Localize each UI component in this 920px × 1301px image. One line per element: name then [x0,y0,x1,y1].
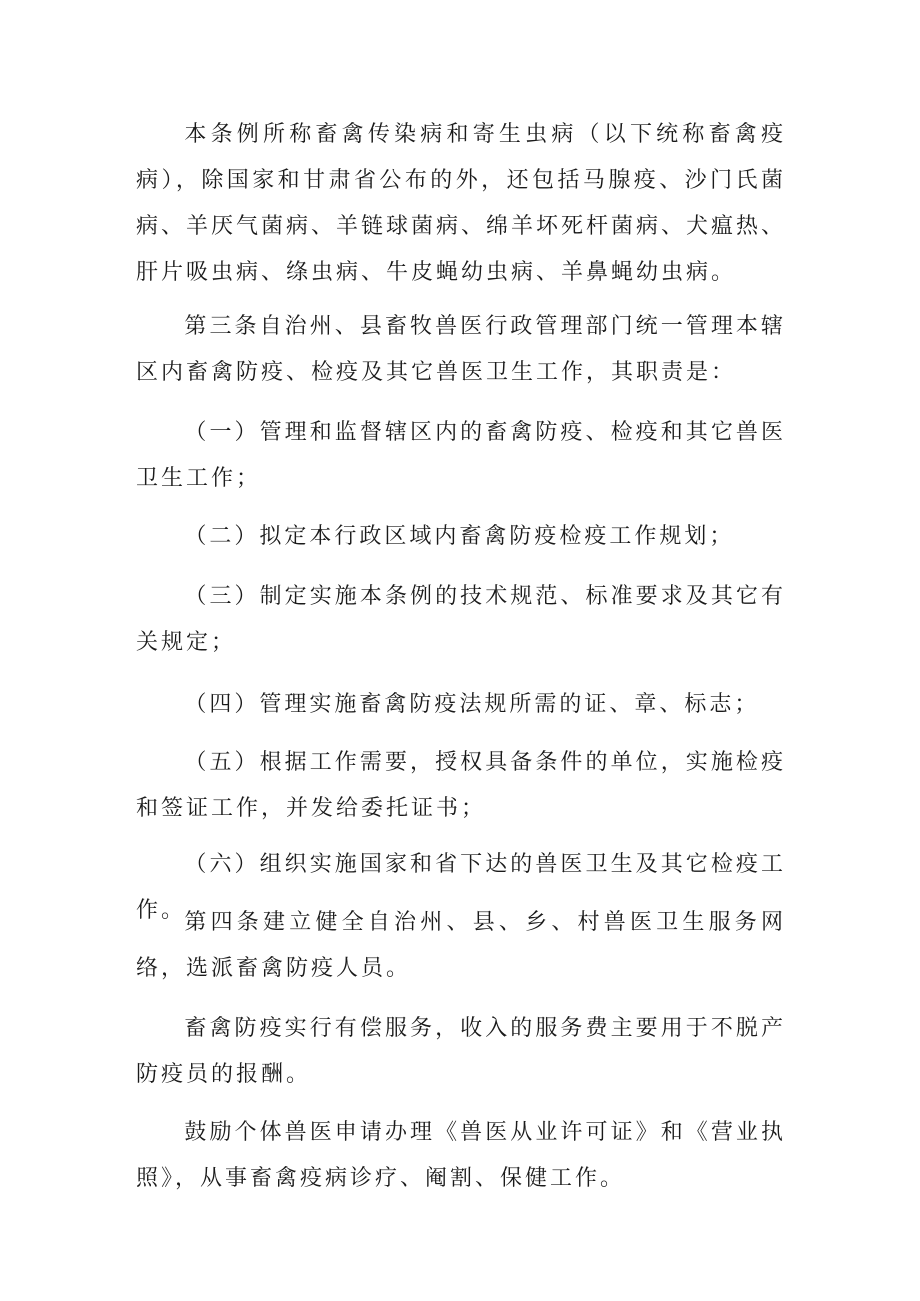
paragraph-duty-1: （一）管理和监督辖区内的畜禽防疫、检疫和其它兽医卫生工作； [136,420,786,491]
paragraph-duty-4: （四）管理实施畜禽防疫法规所需的证、章、标志； [184,692,760,717]
paragraph-article-4: 第四条建立健全自治州、县、乡、村兽医卫生服务网络，选派畜禽防疫人员。 [136,910,786,981]
paragraph-private-vets: 鼓励个体兽医申请办理《兽医从业许可证》和《营业执照》，从事畜禽疫病诊疗、阉割、保健工作。 [136,1120,786,1191]
paragraph-article-3: 第三条自治州、县畜牧兽医行政管理部门统一管理本辖区内畜禽防疫、检疫及其它兽医卫生工作，其职责是： [136,314,786,385]
paragraph-duty-6: （六）组织实施国家和省下达的兽医卫生及其它检疫工作。 [136,852,786,923]
paragraph-duty-2: （二）拟定本行政区域内畜禽防疫检疫工作规划； [184,524,735,549]
paragraph-duty-3: （三）制定实施本条例的技术规范、标准要求及其它有关规定； [136,584,786,655]
paragraph-duty-5: （五）根据工作需要，授权具备条件的单位，实施检疫和签证工作，并发给委托证书； [136,750,786,821]
paragraph-paid-service: 畜禽防疫实行有偿服务，收入的服务费主要用于不脱产防疫员的报酬。 [136,1016,786,1087]
paragraph-disease-definition: 本条例所称畜禽传染病和寄生虫病（以下统称畜禽疫病），除国家和甘肃省公布的外，还包括马腺疫、沙门氏菌病、羊厌气菌病、羊链球菌病、绵羊坏死杆菌病、犬瘟热、肝片吸虫病、绦虫病、牛皮蝇幼虫病、羊鼻蝇幼虫病。 [136,122,787,285]
